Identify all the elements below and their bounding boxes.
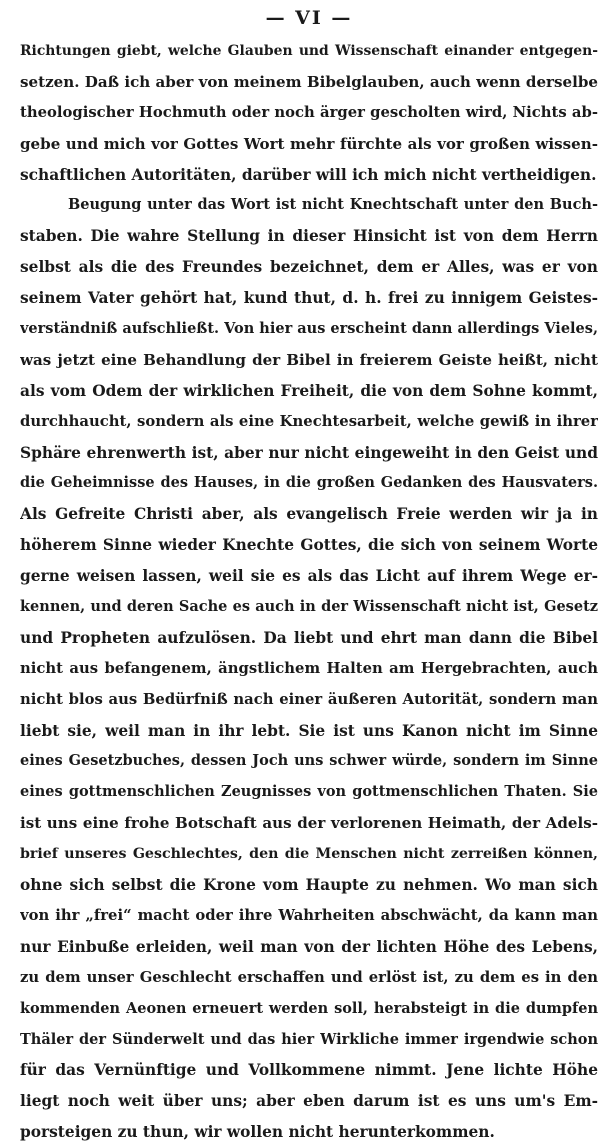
text-line: schaftlichen Autoritäten, darüber will ich mich nicht vertheidigen. bbox=[20, 165, 597, 184]
text-line: kennen, und deren Sache es auch in der Wissenschaft nicht ist, Gesetz bbox=[20, 598, 598, 616]
text-line: und Propheten aufzulösen. Da liebt und ehrt man dann die Bibel bbox=[20, 628, 598, 647]
text-line: liegt noch weit über uns; aber eben darum ist es uns um's Em- bbox=[20, 1092, 598, 1111]
text-line: eines gottmenschlichen Zeugnisses von gottmenschlichen Thaten. Sie bbox=[20, 783, 598, 801]
text-line: theologischer Hochmuth oder noch ärger gescholten wird, Nichts ab- bbox=[20, 103, 598, 121]
text-line: brief unseres Geschlechtes, den die Menschen nicht zerreißen können, bbox=[20, 846, 598, 863]
text-line: nicht blos aus Bedürfniß nach einer äußeren Autorität, sondern man bbox=[20, 690, 598, 708]
text-line: Beugung unter das Wort ist nicht Knechtschaft unter den Buch- bbox=[68, 196, 598, 214]
text-line: Richtungen giebt, welche Glauben und Wissenschaft einander entgegen- bbox=[20, 43, 598, 59]
page-number-header: — VI — bbox=[265, 7, 353, 29]
text-line: setzen. Daß ich aber von meinem Bibelglauben, auch wenn derselbe bbox=[20, 72, 598, 91]
text-line: kommenden Aeonen erneuert werden soll, herabsteigt in die dumpfen bbox=[20, 999, 598, 1017]
text-line: seinem Vater gehört hat, kund thut, d. h. frei zu innigem Geistes- bbox=[20, 289, 598, 308]
paragraph bbox=[20, 36, 598, 190]
text-line: eines Gesetzbuches, dessen Joch uns schwer würde, sondern im Sinne bbox=[20, 752, 598, 770]
text-line: verständniß aufschließt. Von hier aus erscheint dann allerdings Vieles, bbox=[20, 320, 598, 338]
text-line: selbst als die des Freundes bezeichnet, dem er Alles, was er von bbox=[20, 258, 598, 277]
text-line: durchhaucht, sondern als eine Knechtesarbeit, welche gewiß in ihrer bbox=[20, 412, 598, 430]
text-line: Thäler der Sünderwelt und das hier Wirkliche immer irgendwie schon bbox=[20, 1030, 598, 1048]
text-line: nur Einbuße erleiden, weil man von der lichten Höhe des Lebens, bbox=[20, 937, 598, 956]
text-line: nicht aus befangenem, ängstlichem Halten am Hergebrachten, auch bbox=[20, 659, 598, 677]
text-line: gerne weisen lassen, weil sie es als das Licht auf ihrem Wege er- bbox=[20, 567, 598, 586]
body-text bbox=[20, 36, 598, 1148]
text-line: Sphäre ehrenwerth ist, aber nur nicht eingeweiht in den Geist und bbox=[20, 443, 598, 462]
text-line: für das Vernünftige und Vollkommene nimmt. Jene lichte Höhe bbox=[20, 1061, 598, 1080]
text-line: Als Gefreite Christi aber, als evangelisch Freie werden wir ja in bbox=[20, 505, 598, 524]
text-line: höherem Sinne wieder Knechte Gottes, die sich von seinem Worte bbox=[20, 536, 598, 555]
text-line: als vom Odem der wirklichen Freiheit, die von dem Sohne kommt, bbox=[20, 381, 598, 400]
text-line: was jetzt eine Behandlung der Bibel in freierem Geiste heißt, nicht bbox=[20, 350, 598, 369]
text-line: von ihr „frei“ macht oder ihre Wahrheiten abschwächt, da kann man bbox=[20, 906, 598, 924]
text-line: porsteigen zu thun, wir wollen nicht herunterkommen. bbox=[20, 1123, 495, 1142]
text-line: ohne sich selbst die Krone vom Haupte zu nehmen. Wo man sich bbox=[20, 876, 598, 895]
text-line: gebe und mich vor Gottes Wort mehr fürchte als vor großen wissen- bbox=[20, 134, 598, 153]
text-line: zu dem unser Geschlecht erschaffen und erlöst ist, zu dem es in den bbox=[20, 968, 598, 986]
text-line: staben. Die wahre Stellung in dieser Hinsicht ist von dem Herrn bbox=[20, 227, 598, 246]
text-line: ist uns eine frohe Botschaft aus der verlorenen Heimath, der Adels- bbox=[20, 814, 598, 833]
paragraph bbox=[20, 190, 598, 1148]
text-line: die Geheimnisse des Hauses, in die großen Gedanken des Hausvaters. bbox=[20, 474, 598, 492]
text-line: liebt sie, weil man in ihr lebt. Sie ist uns Kanon nicht im Sinne bbox=[20, 721, 598, 740]
